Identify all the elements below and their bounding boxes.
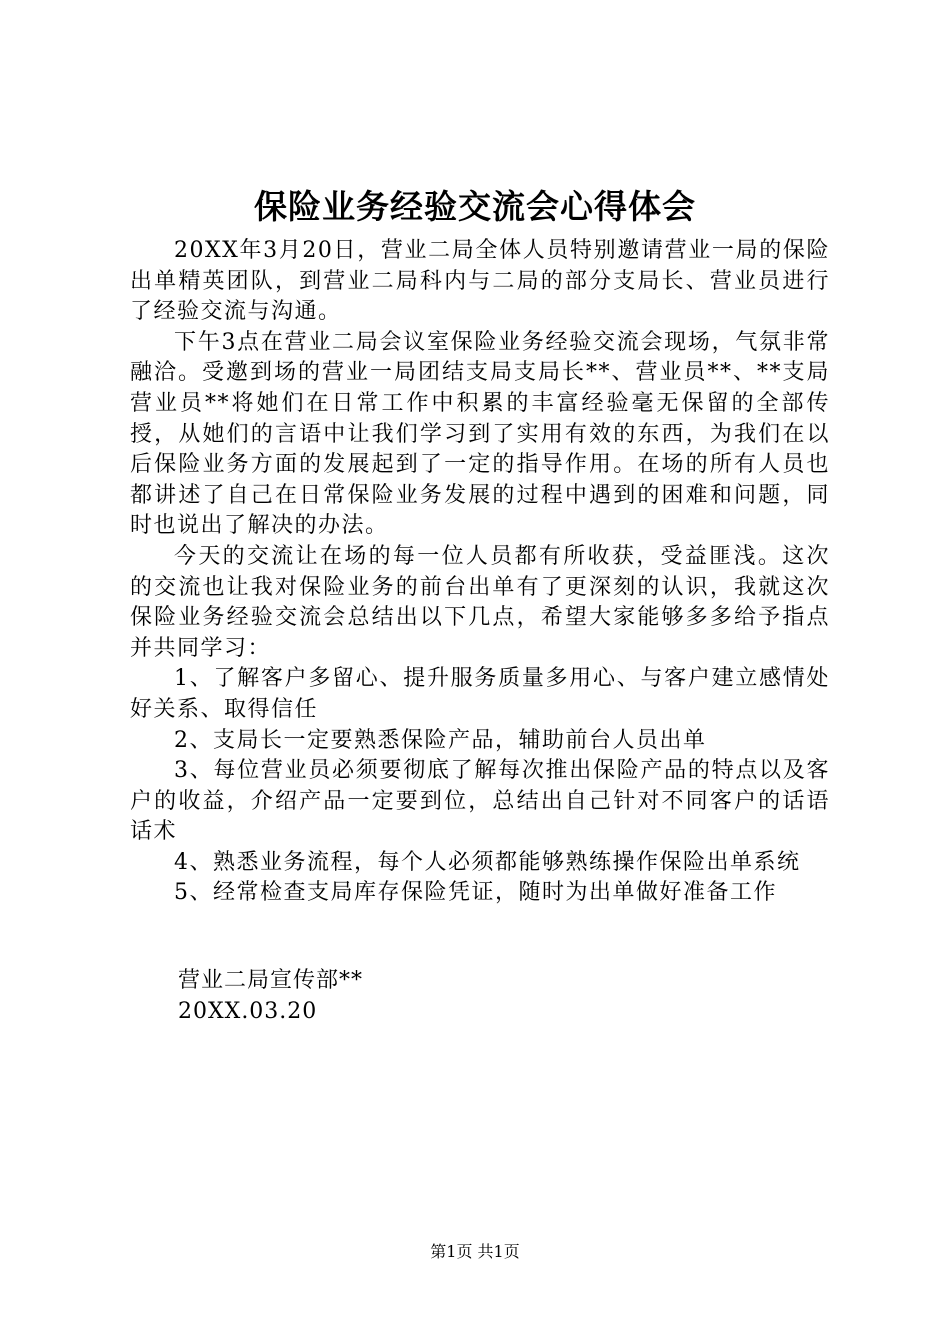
paragraph-summary: 今天的交流让在场的每一位人员都有所收获，受益匪浅。这次的交流也让我对保险业务的前台出单有了更深刻的认识，我就这次保险业务经验交流会总结出以下几点，希望大家能够多多给予指点并共同学习：: [130, 543, 830, 661]
document-title: 保险业务经验交流会心得体会: [254, 187, 696, 226]
list-item-point-2: 2、支局长一定要熟悉保险产品，辅助前台人员出单: [174, 727, 707, 753]
paragraph-meeting: 下午3点在营业二局会议室保险业务经验交流会现场，气氛非常融洽。受邀到场的营业一局团结支局支局长**、营业员**、**支局营业员**将她们在日常工作中积累的丰富经验毫无保留的全部传授，从她们的言语中让我们学习到了实用有效的东西，为我们在以后保险业务方面的发展起到了一定的指导作用。在场的所有人员也都讲述了自己在日常保险业务发展的过程中遇到的困难和问题，同时也说出了解决的办法。: [130, 329, 830, 539]
signature-department: 营业二局宣传部**: [178, 968, 364, 993]
signature-date: 20XX.03.20: [178, 998, 318, 1024]
list-item-point-5: 5、经常检查支局库存保险凭证，随时为出单做好准备工作: [174, 880, 777, 906]
document-body: [130, 236, 830, 909]
list-item-point-4: 4、熟悉业务流程，每个人必须都能够熟练操作保险出单系统: [174, 849, 801, 875]
paragraph-intro: 20XX年3月20日，营业二局全体人员特别邀请营业一局的保险出单精英团队，到营业二局科内与二局的部分支局长、营业员进行了经验交流与沟通。: [130, 238, 830, 325]
page-footer: 第1页 共1页: [430, 1242, 520, 1261]
list-item-point-1: 1、了解客户多留心、提升服务质量多用心、与客户建立感情处好关系、取得信任: [130, 666, 830, 722]
signature-block: [178, 966, 363, 1027]
list-item-point-3: 3、每位营业员必须要彻底了解每次推出保险产品的特点以及客户的收益，介绍产品一定要到位，总结出自己针对不同客户的话语话术: [130, 758, 830, 845]
